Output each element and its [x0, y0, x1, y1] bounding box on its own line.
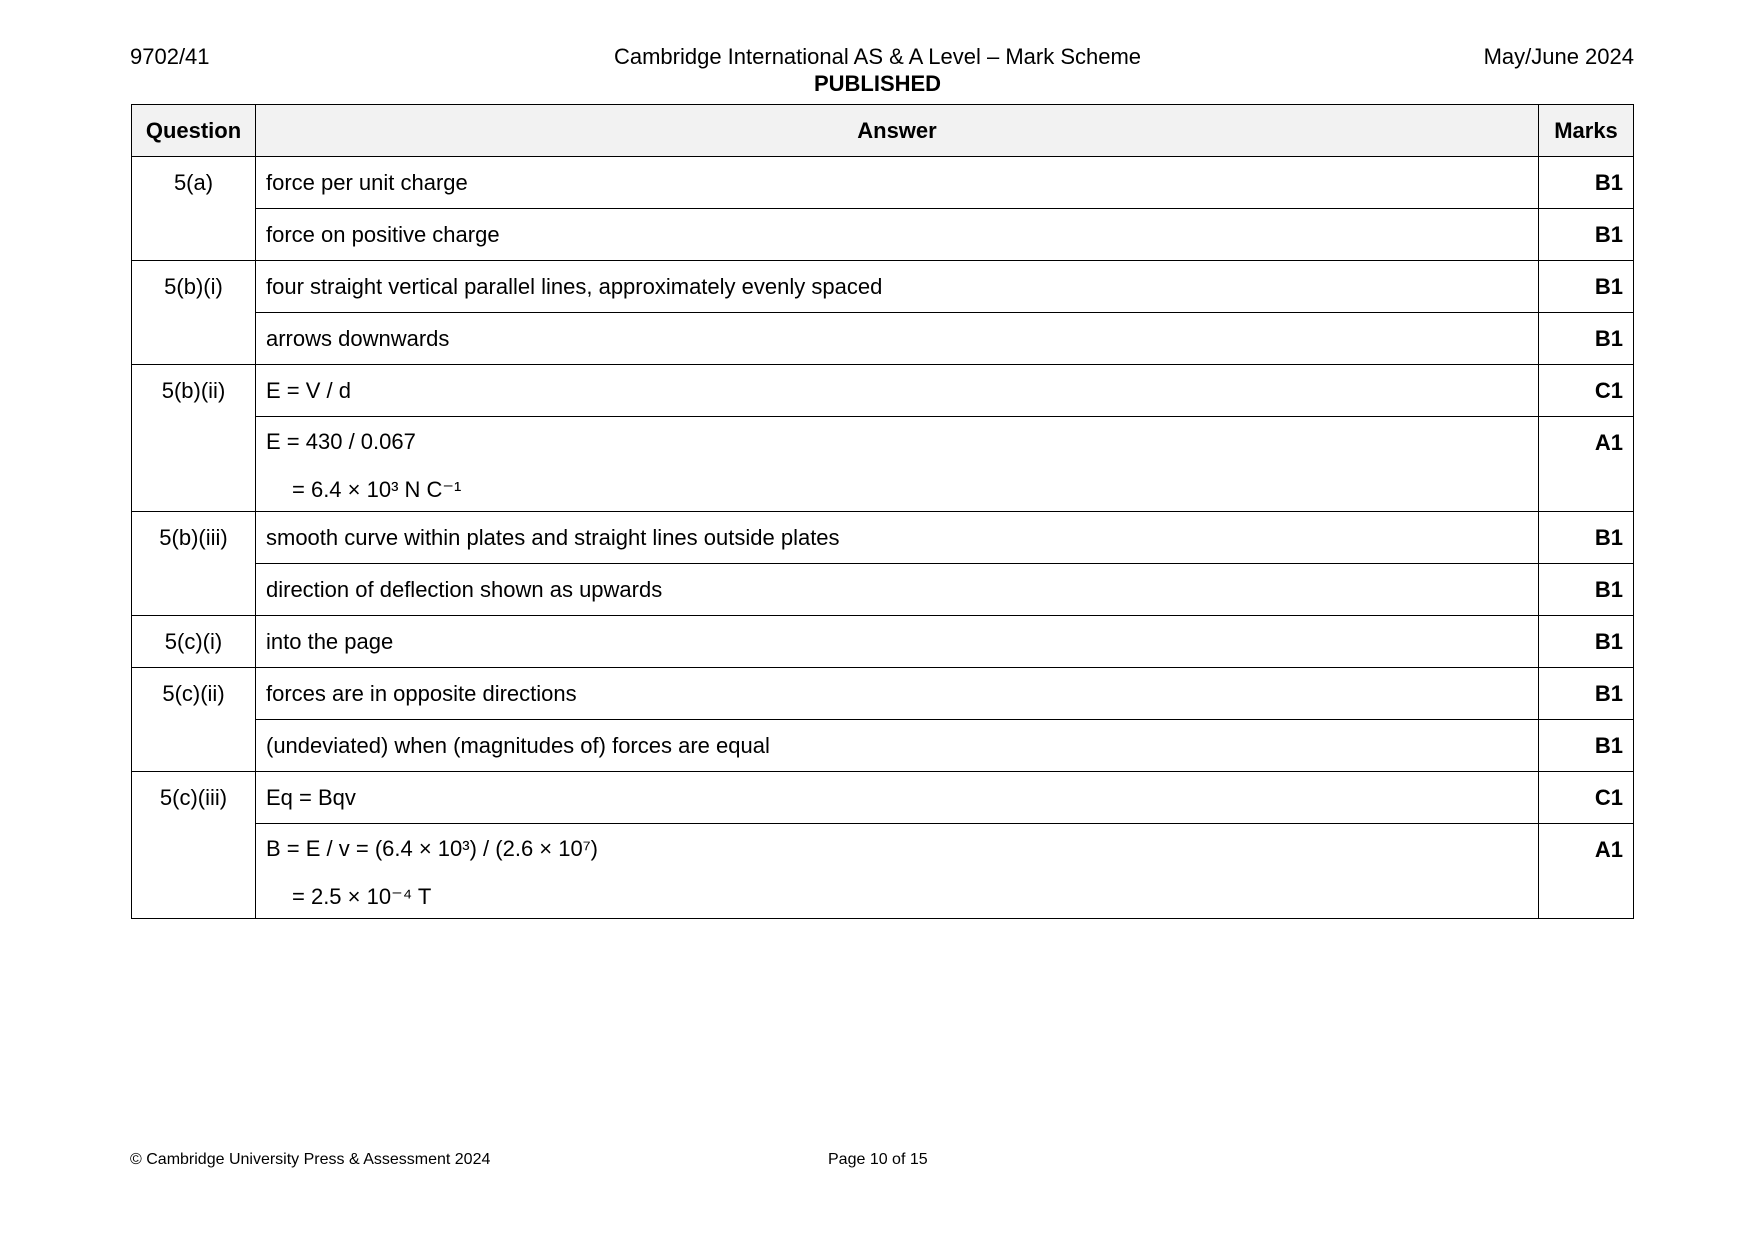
table-row	[132, 313, 1634, 365]
question-label: 5(c)(iii)	[132, 772, 256, 919]
table-row	[132, 668, 1634, 720]
answer-cell: smooth curve within plates and straight lines outside plates	[256, 512, 1539, 564]
marks-cell: B1	[1539, 668, 1634, 720]
published-label: PUBLISHED	[813, 71, 942, 96]
answer-cell	[256, 824, 1539, 919]
table-row	[132, 824, 1634, 919]
paper-code: 9702/41	[130, 44, 210, 69]
table-row	[132, 209, 1634, 261]
column-header-answer: Answer	[256, 105, 1539, 157]
table-row	[132, 512, 1634, 564]
question-label: 5(b)(iii)	[132, 512, 256, 616]
answer-cell: force on positive charge	[256, 209, 1539, 261]
marks-cell: A1	[1539, 824, 1634, 919]
copyright-notice: © Cambridge University Press & Assessment 2024	[130, 1151, 491, 1168]
question-label: 5(c)(ii)	[132, 668, 256, 772]
table-row	[132, 564, 1634, 616]
table-row	[132, 772, 1634, 824]
mark-scheme-table	[131, 104, 1634, 919]
marks-cell: B1	[1539, 720, 1634, 772]
answer-line: E = 430 / 0.067	[266, 429, 416, 454]
answer-cell	[256, 417, 1539, 512]
answer-cell: E = V / d	[256, 365, 1539, 417]
table-row	[132, 720, 1634, 772]
exam-session: May/June 2024	[1483, 44, 1634, 69]
answer-cell: (undeviated) when (magnitudes of) forces are equal	[256, 720, 1539, 772]
page-number: Page 10 of 15	[828, 1151, 928, 1168]
answer-line: B = E / v = (6.4 × 10³) / (2.6 × 10⁷)	[266, 836, 599, 861]
answer-line: = 6.4 × 10³ N C⁻¹	[292, 477, 462, 502]
answer-cell: arrows downwards	[256, 313, 1539, 365]
table-row	[132, 157, 1634, 209]
table-row	[132, 417, 1634, 512]
marks-cell: C1	[1539, 365, 1634, 417]
answer-cell: Eq = Bqv	[256, 772, 1539, 824]
question-label: 5(c)(i)	[132, 616, 256, 668]
document-title: Cambridge International AS & A Level – Mark Scheme	[613, 44, 1142, 69]
answer-cell: direction of deflection shown as upwards	[256, 564, 1539, 616]
question-label: 5(b)(i)	[132, 261, 256, 365]
marks-cell: B1	[1539, 261, 1634, 313]
marks-cell: B1	[1539, 616, 1634, 668]
question-label: 5(b)(ii)	[132, 365, 256, 512]
marks-cell: B1	[1539, 157, 1634, 209]
question-label: 5(a)	[132, 157, 256, 261]
marks-cell: B1	[1539, 313, 1634, 365]
answer-cell: forces are in opposite directions	[256, 668, 1539, 720]
table-row	[132, 261, 1634, 313]
column-header-question: Question	[132, 105, 256, 157]
marks-cell: B1	[1539, 209, 1634, 261]
marks-cell: C1	[1539, 772, 1634, 824]
table-header-row	[132, 105, 1634, 157]
marks-cell: A1	[1539, 417, 1634, 512]
answer-line: = 2.5 × 10⁻⁴ T	[292, 884, 432, 909]
table-row	[132, 365, 1634, 417]
table-row	[132, 616, 1634, 668]
answer-cell: into the page	[256, 616, 1539, 668]
column-header-marks: Marks	[1539, 105, 1634, 157]
answer-cell: four straight vertical parallel lines, approximately evenly spaced	[256, 261, 1539, 313]
marks-cell: B1	[1539, 564, 1634, 616]
answer-cell: force per unit charge	[256, 157, 1539, 209]
marks-cell: B1	[1539, 512, 1634, 564]
